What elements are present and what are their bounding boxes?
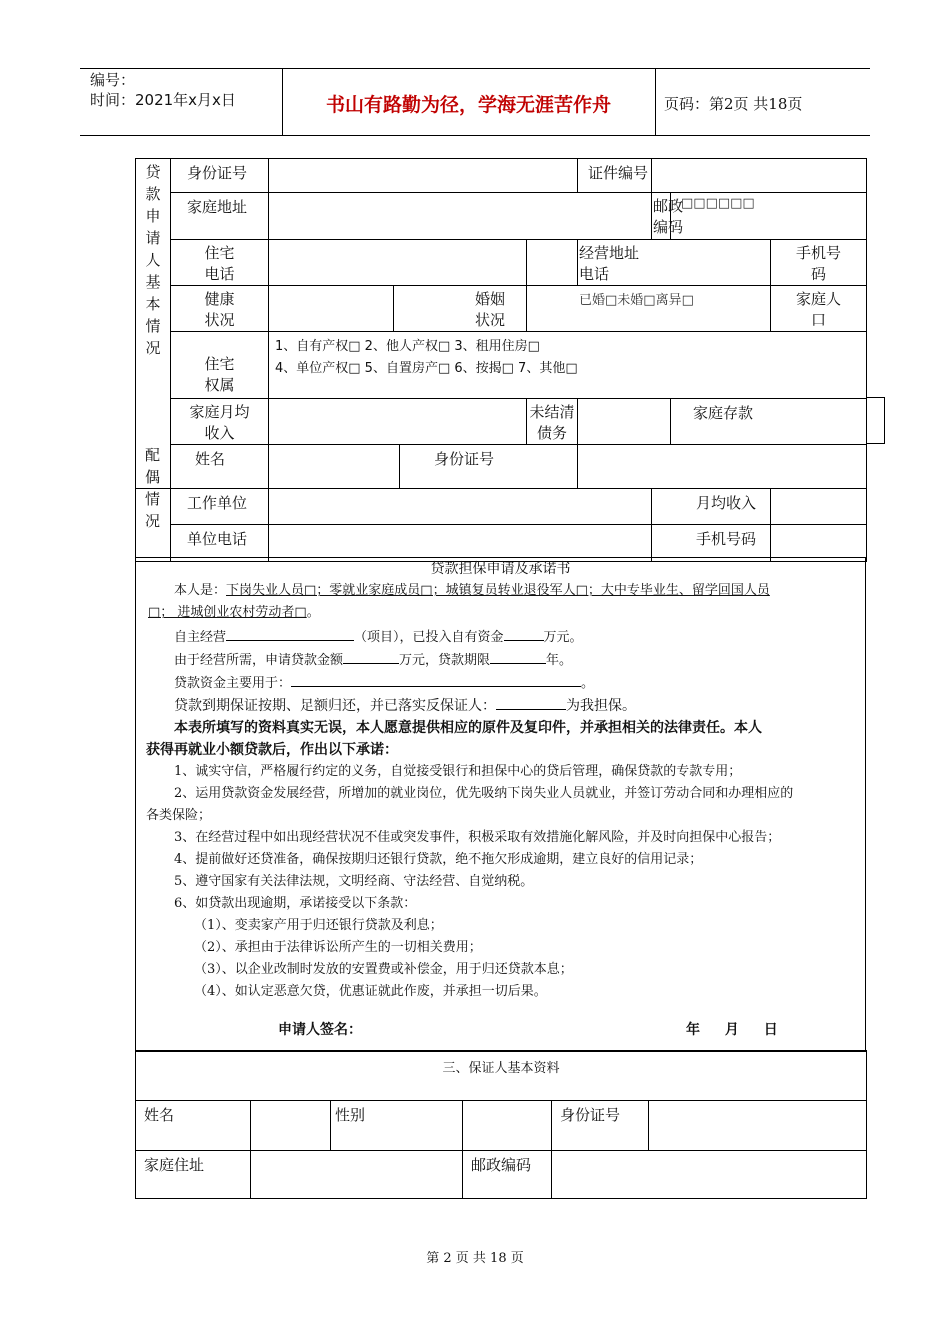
- header-top-rule: [80, 68, 870, 69]
- spouse-mobile-value[interactable]: [771, 525, 867, 562]
- spouse-mobile-label: 手机号码: [652, 525, 771, 562]
- postal-boxes[interactable]: □□□□□□: [671, 193, 867, 240]
- spouse-name-label: 姓名: [171, 445, 269, 489]
- business-blank[interactable]: [226, 626, 354, 641]
- identity-line-2: □； 进城创业农村劳动者□。: [148, 605, 320, 620]
- guarantor-title: 三、保证人基本资料: [136, 1051, 867, 1101]
- guarantor-gender-label: 性别: [331, 1101, 463, 1151]
- guarantor-name-value[interactable]: [251, 1101, 331, 1151]
- address-label: 家庭地址: [171, 193, 269, 240]
- identity-line: 本人是：下岗失业人员□；零就业家庭成员□；城镇复员转业退役军人□；大中专毕业生、留学回国人员: [174, 583, 770, 598]
- spouse-work-phone-label: 单位电话: [171, 525, 269, 562]
- page-footer: 第 2 页 共 18 页: [426, 1251, 524, 1266]
- promise-item: 1、诚实守信，严格履行约定的义务，自觉接受银行和担保中心的贷后管理，确保贷款的专款专用；: [174, 764, 742, 779]
- promise-subitem: （4）、如认定恶意欠贷，优惠证就此作废，并承担一切后果。: [194, 984, 547, 999]
- spouse-employer-value[interactable]: [269, 489, 652, 525]
- health-label: 健康状况: [171, 286, 269, 332]
- id-label: 身份证号: [171, 159, 269, 193]
- guarantor-id-label: 身份证号: [552, 1101, 649, 1151]
- spouse-income-value[interactable]: [771, 489, 867, 525]
- debt-value[interactable]: [578, 399, 671, 445]
- guarantor-gender-value[interactable]: [463, 1101, 552, 1151]
- header-page-info: 页码：第2页 共18页: [664, 95, 803, 113]
- signature-date[interactable]: 年 月 日: [686, 1022, 778, 1038]
- header-meta: [90, 70, 236, 110]
- business-line: 自主经营 （项目），已投入自有资金 万元。: [146, 626, 855, 649]
- capital-blank[interactable]: [504, 626, 544, 641]
- guarantor-postal-value[interactable]: [552, 1151, 867, 1199]
- signature-line: [146, 1019, 855, 1041]
- guarantor-address-value[interactable]: [251, 1151, 463, 1199]
- ownership-options[interactable]: [269, 332, 867, 399]
- time-label: 时间：2021年x月x日: [90, 91, 236, 109]
- spouse-income-label: 月均收入: [652, 489, 771, 525]
- guarantor-blank[interactable]: [496, 695, 566, 710]
- address-value[interactable]: [269, 193, 652, 240]
- header-bottom-rule: [80, 135, 870, 136]
- spouse-name-value[interactable]: [269, 445, 400, 489]
- debt-label: 未结清债务: [527, 399, 578, 445]
- promise-title: 贷款担保申请及承诺书: [430, 561, 571, 577]
- guarantor-name-label: 姓名: [136, 1101, 251, 1151]
- cert-no-value[interactable]: [652, 159, 867, 193]
- term-blank[interactable]: [490, 649, 546, 664]
- usage-blank[interactable]: [291, 672, 581, 687]
- spouse-id-value[interactable]: [578, 445, 867, 489]
- usage-line: 贷款资金主要用于： 。: [146, 672, 855, 695]
- promise-item-cont: 各类保险；: [146, 808, 212, 823]
- biz-addr-label: 经营地址电话: [527, 240, 578, 286]
- marriage-label: 婚姻状况: [394, 286, 527, 332]
- applicant-table: [135, 158, 867, 562]
- guarantor-table: [135, 1050, 867, 1199]
- marriage-options[interactable]: 已婚□未婚□离异□: [527, 286, 771, 332]
- home-phone-value[interactable]: [269, 240, 527, 286]
- promise-subitem: （3）、以企业改制时发放的安置费或补偿金，用于归还贷款本息；: [194, 962, 573, 977]
- postal-label: 邮政编码: [652, 193, 671, 240]
- home-phone-label: 住宅电话: [171, 240, 269, 286]
- applicant-section-title: 贷款申请人基本情况: [136, 159, 171, 489]
- spouse-work-phone-value[interactable]: [269, 525, 652, 562]
- guarantor-address-label: 家庭住址: [136, 1151, 251, 1199]
- promise-item: 6、如贷款出现逾期，承诺接受以下条款：: [174, 896, 417, 911]
- bold-statement: 本表所填写的资料真实无误，本人愿意提供相应的原件及复印件，并承担相关的法律责任。本人: [174, 720, 762, 736]
- guarantor-id-value[interactable]: [649, 1101, 867, 1151]
- savings-label: 家庭存款: [671, 399, 867, 445]
- promise-subitem: （1）、变卖家产用于归还银行贷款及利息；: [194, 918, 443, 933]
- ownership-label: 住宅权属: [171, 332, 269, 399]
- promise-item: 3、在经营过程中如出现经营状况不佳或突发事件，积极采取有效措施化解风险，并及时向担保中心报告；: [174, 830, 781, 845]
- cert-no-label: 证件编号: [578, 159, 652, 193]
- id-value[interactable]: [269, 159, 578, 193]
- promise-subitem: （2）、承担由于法律诉讼所产生的一切相关费用；: [194, 940, 482, 955]
- header-motto: 书山有路勤为径，学海无涯苦作舟: [325, 94, 611, 116]
- signature-label[interactable]: 申请人签名：: [278, 1022, 362, 1038]
- monthly-income-label: 家庭月均收入: [171, 399, 269, 445]
- health-value[interactable]: [269, 286, 394, 332]
- amount-line: 由于经营所需，申请贷款金额 万元，贷款期限 年。: [146, 649, 855, 672]
- guarantor-postal-label: 邮政编码: [463, 1151, 552, 1199]
- promise-item: 2、运用贷款资金发展经营，所增加的就业岗位，优先吸纳下岗失业人员就业，并签订劳动合同和办理相应的: [174, 786, 794, 801]
- spouse-employer-label: 工作单位: [171, 489, 269, 525]
- promise-item: 5、遵守国家有关法律法规，文明经商、守法经营、自觉纳税。: [174, 874, 534, 889]
- mobile-label: 手机号码: [771, 240, 867, 286]
- monthly-income-value[interactable]: [269, 399, 527, 445]
- spouse-id-label: 身份证号: [400, 445, 578, 489]
- promise-item: 4、提前做好还贷准备，确保按期归还银行贷款，绝不拖欠形成逾期，建立良好的信用记录；: [174, 852, 703, 867]
- header-divider: [655, 68, 656, 135]
- code-label: 编号：: [90, 71, 136, 89]
- spouse-title-text: 配偶情况: [144, 446, 160, 530]
- promise-section: [135, 557, 866, 1052]
- identity-options-2[interactable]: □； 进城创业农村劳动者□: [148, 605, 307, 620]
- ownership-line: 4、单位产权□ 5、自置房产□ 6、按揭□ 7、其他□: [275, 361, 578, 376]
- identity-options[interactable]: 下岗失业人员□；零就业家庭成员□；城镇复员转业退役军人□；大中专毕业生、留学回国人员: [226, 583, 770, 598]
- savings-extension: [866, 397, 885, 444]
- bold-statement-2: 获得再就业小额贷款后，作出以下承诺：: [146, 742, 398, 758]
- family-pop-label: 家庭人口: [771, 286, 867, 332]
- amount-blank[interactable]: [343, 649, 399, 664]
- guarantor-line: 贷款到期保证按期、足额归还，并已落实反保证人： 为我担保。: [146, 695, 855, 717]
- ownership-line: 1、自有产权□ 2、他人产权□ 3、租用住房□: [275, 339, 540, 354]
